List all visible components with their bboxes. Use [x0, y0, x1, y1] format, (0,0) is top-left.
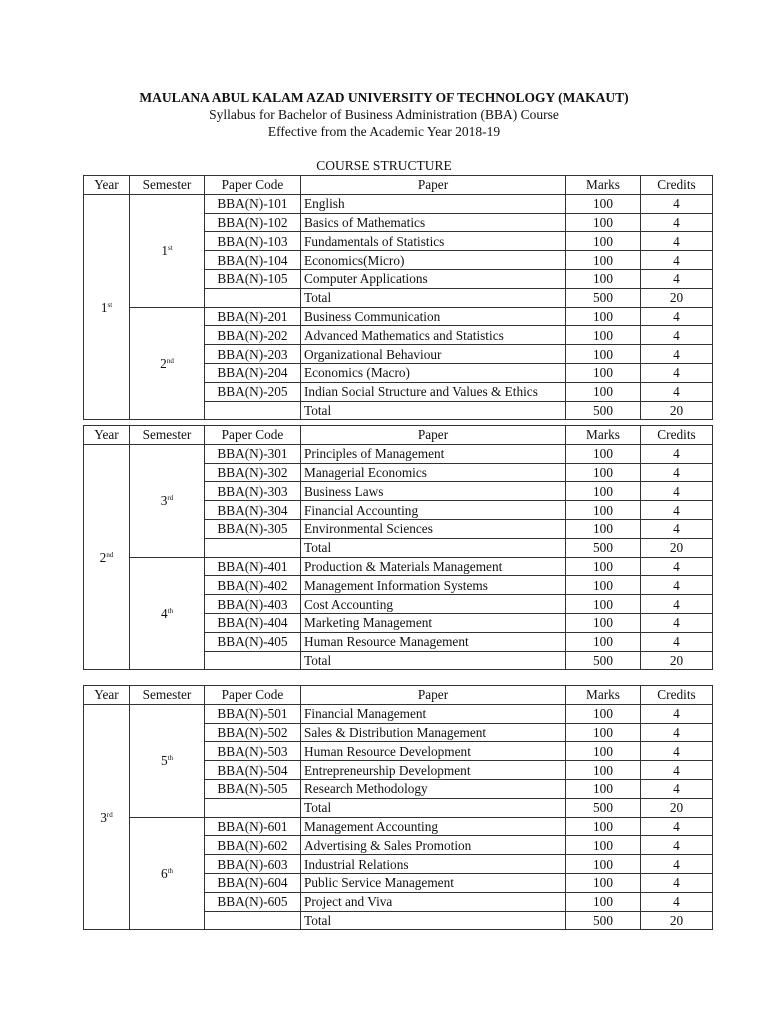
paper-code: BBA(N)-604	[205, 873, 301, 892]
total-credits: 20	[641, 651, 713, 670]
empty-code-cell	[205, 911, 301, 930]
paper-name: Computer Applications	[301, 269, 566, 288]
paper-credits: 4	[641, 251, 713, 270]
paper-name: Marketing Management	[301, 613, 566, 632]
paper-credits: 4	[641, 345, 713, 364]
paper-name: Advertising & Sales Promotion	[301, 836, 566, 855]
paper-name: Sales & Distribution Management	[301, 723, 566, 742]
paper-code: BBA(N)-405	[205, 632, 301, 651]
paper-name: Industrial Relations	[301, 855, 566, 874]
paper-marks: 100	[566, 444, 641, 463]
paper-credits: 4	[641, 632, 713, 651]
paper-code: BBA(N)-302	[205, 463, 301, 482]
paper-marks: 100	[566, 363, 641, 382]
paper-marks: 100	[566, 307, 641, 326]
column-header: Paper Code	[205, 176, 301, 195]
total-credits: 20	[641, 798, 713, 817]
paper-name: English	[301, 194, 566, 213]
semester-number: 6	[160, 865, 168, 881]
paper-credits: 4	[641, 363, 713, 382]
paper-name: Business Communication	[301, 307, 566, 326]
paper-credits: 4	[641, 723, 713, 742]
paper-name: Fundamentals of Statistics	[301, 232, 566, 251]
university-title: MAULANA ABUL KALAM AZAD UNIVERSITY OF TECHNOLOGY (MAKAUT)	[139, 90, 629, 105]
paper-code: BBA(N)-502	[205, 723, 301, 742]
paper-credits: 4	[641, 444, 713, 463]
paper-name: Principles of Management	[301, 444, 566, 463]
paper-credits: 4	[641, 482, 713, 501]
paper-code: BBA(N)-201	[205, 307, 301, 326]
paper-name: Management Information Systems	[301, 576, 566, 595]
paper-marks: 100	[566, 194, 641, 213]
table-header-row	[84, 176, 713, 195]
paper-name: Research Methodology	[301, 779, 566, 798]
paper-name: Economics(Micro)	[301, 251, 566, 270]
paper-credits: 4	[641, 232, 713, 251]
semester-number: 2	[160, 355, 167, 371]
paper-code: BBA(N)-101	[205, 194, 301, 213]
paper-code: BBA(N)-202	[205, 326, 301, 345]
paper-marks: 100	[566, 382, 641, 401]
paper-marks: 100	[566, 576, 641, 595]
paper-credits: 4	[641, 817, 713, 836]
paper-credits: 4	[641, 704, 713, 723]
paper-credits: 4	[641, 779, 713, 798]
year-table	[83, 685, 713, 930]
column-header: Credits	[641, 426, 713, 445]
paper-credits: 4	[641, 463, 713, 482]
semester-number: 5	[160, 753, 168, 769]
paper-credits: 4	[641, 501, 713, 520]
paper-code: BBA(N)-602	[205, 836, 301, 855]
paper-credits: 4	[641, 576, 713, 595]
paper-marks: 100	[566, 723, 641, 742]
semester-number: 1	[161, 243, 168, 259]
paper-code: BBA(N)-603	[205, 855, 301, 874]
column-header: Paper Code	[205, 426, 301, 445]
year-number: 2	[99, 549, 107, 565]
paper-code: BBA(N)-503	[205, 742, 301, 761]
column-header: Semester	[130, 176, 205, 195]
paper-credits: 4	[641, 761, 713, 780]
paper-code: BBA(N)-605	[205, 892, 301, 911]
paper-credits: 4	[641, 892, 713, 911]
paper-marks: 100	[566, 761, 641, 780]
paper-credits: 4	[641, 194, 713, 213]
year-cell	[84, 444, 130, 670]
paper-marks: 100	[566, 873, 641, 892]
paper-credits: 4	[641, 519, 713, 538]
total-label: Total	[301, 911, 566, 930]
table-header-row	[84, 686, 713, 705]
total-credits: 20	[641, 911, 713, 930]
column-header: Marks	[566, 686, 641, 705]
paper-marks: 100	[566, 251, 641, 270]
column-header: Paper	[301, 426, 566, 445]
total-credits: 20	[641, 538, 713, 557]
column-header: Credits	[641, 176, 713, 195]
paper-marks: 100	[566, 482, 641, 501]
paper-marks: 100	[566, 519, 641, 538]
paper-marks: 100	[566, 345, 641, 364]
paper-code: BBA(N)-501	[205, 704, 301, 723]
empty-code-cell	[205, 401, 301, 420]
paper-marks: 100	[566, 557, 641, 576]
column-header: Year	[84, 426, 130, 445]
total-marks: 500	[566, 798, 641, 817]
paper-credits: 4	[641, 873, 713, 892]
column-header: Paper	[301, 686, 566, 705]
semester-cell	[130, 817, 205, 930]
paper-credits: 4	[641, 213, 713, 232]
paper-marks: 100	[566, 501, 641, 520]
paper-name: Business Laws	[301, 482, 566, 501]
year-table	[83, 175, 713, 420]
paper-code: BBA(N)-203	[205, 345, 301, 364]
total-label: Total	[301, 538, 566, 557]
paper-code: BBA(N)-401	[205, 557, 301, 576]
semester-suffix: th	[167, 866, 174, 875]
column-header: Semester	[130, 426, 205, 445]
total-label: Total	[301, 401, 566, 420]
semester-number: 3	[160, 493, 168, 509]
column-header: Year	[84, 176, 130, 195]
year-suffix: st	[107, 300, 113, 309]
total-marks: 500	[566, 911, 641, 930]
column-header: Year	[84, 686, 130, 705]
empty-code-cell	[205, 288, 301, 307]
table-row	[84, 557, 713, 576]
paper-code: BBA(N)-103	[205, 232, 301, 251]
paper-name: Financial Accounting	[301, 501, 566, 520]
paper-marks: 100	[566, 855, 641, 874]
paper-code: BBA(N)-102	[205, 213, 301, 232]
paper-code: BBA(N)-601	[205, 817, 301, 836]
paper-credits: 4	[641, 382, 713, 401]
year-cell	[84, 704, 130, 930]
table-row	[84, 817, 713, 836]
paper-credits: 4	[641, 595, 713, 614]
paper-name: Indian Social Structure and Values & Ethics	[301, 382, 566, 401]
empty-code-cell	[205, 798, 301, 817]
table-row	[84, 307, 713, 326]
paper-marks: 100	[566, 269, 641, 288]
semester-cell	[130, 444, 205, 557]
semester-cell	[130, 704, 205, 817]
column-header: Marks	[566, 176, 641, 195]
paper-marks: 100	[566, 836, 641, 855]
paper-marks: 100	[566, 613, 641, 632]
paper-name: Cost Accounting	[301, 595, 566, 614]
paper-marks: 100	[566, 779, 641, 798]
paper-credits: 4	[641, 613, 713, 632]
paper-code: BBA(N)-304	[205, 501, 301, 520]
column-header: Marks	[566, 426, 641, 445]
paper-name: Management Accounting	[301, 817, 566, 836]
semester-suffix: th	[167, 606, 174, 615]
paper-name: Managerial Economics	[301, 463, 566, 482]
paper-code: BBA(N)-404	[205, 613, 301, 632]
paper-code: BBA(N)-301	[205, 444, 301, 463]
paper-code: BBA(N)-505	[205, 779, 301, 798]
paper-name: Production & Materials Management	[301, 557, 566, 576]
paper-name: Human Resource Development	[301, 742, 566, 761]
paper-credits: 4	[641, 269, 713, 288]
table-row	[84, 704, 713, 723]
total-label: Total	[301, 651, 566, 670]
semester-suffix: st	[167, 244, 173, 253]
paper-marks: 100	[566, 463, 641, 482]
paper-code: BBA(N)-303	[205, 482, 301, 501]
total-marks: 500	[566, 288, 641, 307]
semester-suffix: rd	[167, 494, 174, 503]
year-cell	[84, 194, 130, 420]
paper-code: BBA(N)-204	[205, 363, 301, 382]
paper-code: BBA(N)-504	[205, 761, 301, 780]
total-marks: 500	[566, 651, 641, 670]
course-structure-heading: COURSE STRUCTURE	[316, 158, 452, 173]
year-number: 1	[100, 299, 108, 315]
year-table	[83, 425, 713, 670]
paper-credits: 4	[641, 742, 713, 761]
paper-name: Basics of Mathematics	[301, 213, 566, 232]
paper-credits: 4	[641, 836, 713, 855]
paper-code: BBA(N)-205	[205, 382, 301, 401]
year-number: 3	[100, 809, 107, 825]
paper-marks: 100	[566, 326, 641, 345]
paper-code: BBA(N)-402	[205, 576, 301, 595]
paper-marks: 100	[566, 742, 641, 761]
paper-name: Entrepreneurship Development	[301, 761, 566, 780]
paper-code: BBA(N)-403	[205, 595, 301, 614]
paper-credits: 4	[641, 307, 713, 326]
paper-marks: 100	[566, 704, 641, 723]
empty-code-cell	[205, 538, 301, 557]
paper-marks: 100	[566, 232, 641, 251]
paper-code: BBA(N)-305	[205, 519, 301, 538]
paper-code: BBA(N)-105	[205, 269, 301, 288]
column-header: Paper	[301, 176, 566, 195]
paper-marks: 100	[566, 595, 641, 614]
paper-name: Advanced Mathematics and Statistics	[301, 326, 566, 345]
column-header: Semester	[130, 686, 205, 705]
paper-name: Project and Viva	[301, 892, 566, 911]
paper-name: Organizational Behaviour	[301, 345, 566, 364]
total-marks: 500	[566, 401, 641, 420]
total-marks: 500	[566, 538, 641, 557]
total-label: Total	[301, 288, 566, 307]
total-credits: 20	[641, 401, 713, 420]
paper-marks: 100	[566, 632, 641, 651]
paper-credits: 4	[641, 557, 713, 576]
column-header: Paper Code	[205, 686, 301, 705]
paper-name: Human Resource Management	[301, 632, 566, 651]
year-suffix: rd	[106, 810, 113, 819]
empty-code-cell	[205, 651, 301, 670]
year-suffix: nd	[106, 550, 114, 559]
semester-cell	[130, 557, 205, 670]
paper-code: BBA(N)-104	[205, 251, 301, 270]
semester-suffix: th	[167, 754, 174, 763]
total-credits: 20	[641, 288, 713, 307]
paper-marks: 100	[566, 892, 641, 911]
paper-name: Public Service Management	[301, 873, 566, 892]
paper-name: Environmental Sciences	[301, 519, 566, 538]
total-label: Total	[301, 798, 566, 817]
semester-number: 4	[160, 605, 168, 621]
paper-name: Economics (Macro)	[301, 363, 566, 382]
semester-cell	[130, 194, 205, 307]
table-row	[84, 444, 713, 463]
paper-marks: 100	[566, 213, 641, 232]
table-row	[84, 194, 713, 213]
semester-cell	[130, 307, 205, 420]
paper-credits: 4	[641, 855, 713, 874]
column-header: Credits	[641, 686, 713, 705]
semester-suffix: nd	[166, 356, 174, 365]
table-header-row	[84, 426, 713, 445]
effective-year: Effective from the Academic Year 2018-19	[267, 124, 501, 139]
paper-credits: 4	[641, 326, 713, 345]
course-subtitle: Syllabus for Bachelor of Business Administration (BBA) Course	[209, 107, 559, 122]
paper-marks: 100	[566, 817, 641, 836]
paper-name: Financial Management	[301, 704, 566, 723]
